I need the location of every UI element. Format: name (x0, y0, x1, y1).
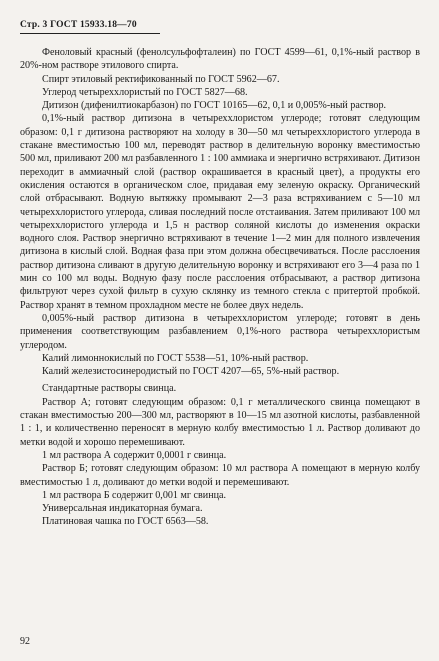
page-number: 92 (20, 636, 30, 647)
paragraph-solution-a: Раствор А; готовят следующим образом: 0,1 г металлического свинца помещают в стакан вместимостью 200—300 мл, растворяют в 10—15 мл азотной кислоты, разбавленной 1 : 1, и количественно переносят в мерную колбу вместимостью 1 л. Раствор доливают до метки водой и хорошо перемешивают. (20, 396, 420, 448)
paragraph-potassium-ferrocyanide: Калий железистосинеродистый по ГОСТ 4207—65, 5%-ный раствор. (42, 366, 340, 378)
paragraph-phenol-red: Феноловый красный (фенолсульфофталеин) по ГОСТ 4599—61, 0,1%-ный раствор в 20%-ном растворе этилового спирта. (20, 47, 420, 72)
paragraph-dithizone-0005-prep: 0,005%-ный раствор дитизона в четыреххлористом углероде; готовят в день применения соответствующим разбавлением 0,1%-ного раствора четыреххлористым углеродом. (20, 312, 420, 351)
page-header: Стр. 3 ГОСТ 15933.18—70 (20, 20, 137, 30)
paragraph-ethyl-alcohol: Спирт этиловый ректификованный по ГОСТ 5962—67. (42, 73, 280, 85)
paragraph-solution-b-content: 1 мл раствора Б содержит 0,001 мг свинца. (42, 489, 226, 501)
paragraph-potassium-citrate: Калий лимоннокислый по ГОСТ 5538—51, 10%-ный раствор. (42, 352, 309, 364)
paragraph-solution-b: Раствор Б; готовят следующим образом: 10 мл раствора А помещают в мерную колбу вместимостью 1 л, доливают до метки водой и перемешивают. (20, 463, 420, 488)
paragraph-lead-standards: Стандартные растворы свинца. (42, 383, 177, 395)
paragraph-platinum-dish: Платиновая чашка по ГОСТ 6563—58. (42, 516, 209, 528)
paragraph-solution-a-content: 1 мл раствора А содержит 0,0001 г свинца. (42, 449, 227, 461)
paragraph-dithizone-01-prep: 0,1%-ный раствор дитизона в четыреххлористом углероде; готовят следующим образом: 0,1 г дитизона растворяют на холоду в 30—50 мл четыреххлористого углерода в стакане вместимостью 100 мл, переводят раствор в делительную воронку вместимостью 500 мл, приливают 200 мл разбавленного 1 : 100 аммиака и энергично встряхивают. Дитизон переходит в аммиачный слой (раствор окрашивается в красный цвет), а продукты его окисления остаются в органическом слое, придавая ему зеленую окраску. Органический слой отбрасывают. Водную вытяжку промывают 2—3 раза встряхиванием с 5—10 мл четыреххлористого углерода, сливая последний после отстаивания. Затем приливают 100 мл четыреххлористого углерода и 1,5 н раствор соляной кислоты до изменения окраски водного слоя. Раствор энергично встряхивают в течение 1—2 мин для полного извлечения дитизона в кислый слой. Водная фаза при этом должна обесцвечиваться. После расслоения раствор дитизона сливают в другую делительную воронку и встряхивают его 3—4 раза по 1 мин со 100 мл воды. Водную фазу после расслоения отбрасывают, а раствор дитизона фильтруют через сухой фильтр в сухую склянку из темного стекла с притертой пробкой. Раствор хранят в темном прохладном месте не более двух недель. (20, 113, 420, 311)
header-rule (20, 33, 160, 34)
document-body (20, 46, 420, 529)
paragraph-dithizone: Дитизон (дифенилтиокарбазон) по ГОСТ 10165—62, 0,1 и 0,005%-ный раствор. (42, 100, 387, 112)
paragraph-carbon-tetrachloride: Углерод четыреххлористый по ГОСТ 5827—68. (42, 86, 248, 98)
paragraph-indicator-paper: Универсальная индикаторная бумага. (42, 503, 203, 515)
